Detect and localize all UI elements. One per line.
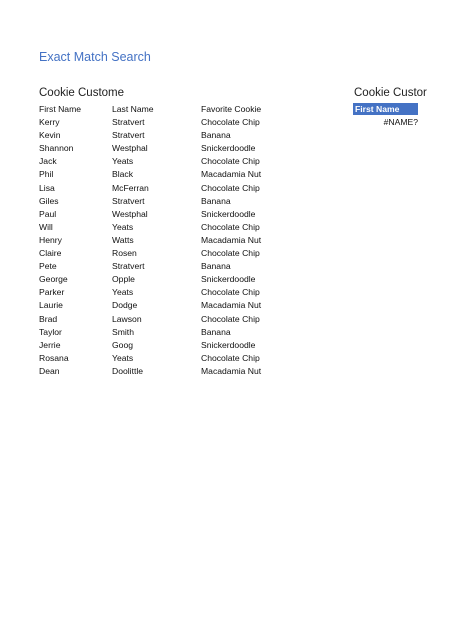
- first-name-cell: Henry: [39, 234, 62, 245]
- last-name-cell: Stratvert: [112, 117, 145, 128]
- first-name-cell: Kerry: [39, 117, 60, 128]
- first-name-cell: George: [39, 274, 68, 285]
- favorite-cookie-cell: Macadamia Nut: [201, 365, 262, 376]
- favorite-cookie-cell: Snickerdoodle: [201, 208, 256, 219]
- favorite-cookie-cell: Snickerdoodle: [201, 274, 256, 285]
- favorite-cookie-cell: Chocolate Chip: [201, 248, 260, 259]
- last-name-cell: Yeats: [112, 221, 134, 232]
- favorite-cookie-cell: Macadamia Nut: [201, 300, 262, 311]
- favorite-cookie-cell: Chocolate Chip: [201, 352, 260, 363]
- favorite-cookie-cell: Chocolate Chip: [201, 117, 260, 128]
- customers-heading: Cookie Custome: [39, 87, 125, 99]
- last-name-cell: Yeats: [112, 352, 134, 363]
- favorite-cookie-cell: Banana: [201, 195, 231, 206]
- last-name-cell: Yeats: [112, 287, 134, 298]
- lookup-result-cell[interactable]: #NAME?: [383, 117, 418, 127]
- last-name-cell: Stratvert: [112, 130, 145, 141]
- first-name-cell: Laurie: [39, 300, 63, 311]
- first-name-cell: Giles: [39, 195, 59, 206]
- last-name-cell: Watts: [112, 234, 134, 245]
- first-name-cell: Kevin: [39, 130, 61, 141]
- favorite-cookie-cell: Chocolate Chip: [201, 156, 260, 167]
- favorite-cookie-cell: Snickerdoodle: [201, 143, 256, 154]
- last-name-cell: Doolittle: [112, 365, 144, 376]
- favorite-cookie-cell: Macadamia Nut: [201, 234, 262, 245]
- last-name-cell: Opple: [112, 274, 135, 285]
- last-name-cell: Stratvert: [112, 261, 145, 272]
- first-name-cell: Dean: [39, 365, 60, 376]
- favorite-cookie-cell: Chocolate Chip: [201, 313, 260, 324]
- first-name-cell: Shannon: [39, 143, 74, 154]
- last-name-cell: Westphal: [112, 143, 148, 154]
- column-header-first-name: First Name: [39, 104, 82, 114]
- favorite-cookie-cell: Macadamia Nut: [201, 169, 262, 180]
- first-name-cell: Rosana: [39, 352, 69, 363]
- first-name-cell: Phil: [39, 169, 54, 180]
- lookup-first-name-label[interactable]: First Name: [353, 103, 418, 115]
- first-name-cell: Paul: [39, 208, 57, 219]
- first-name-cell: Pete: [39, 261, 57, 272]
- first-name-cell: Will: [39, 221, 53, 232]
- lookup-heading: Cookie Custor: [354, 87, 427, 99]
- last-name-cell: Black: [112, 169, 134, 180]
- favorite-cookie-cell: Chocolate Chip: [201, 287, 260, 298]
- last-name-cell: Smith: [112, 326, 134, 337]
- last-name-cell: Goog: [112, 339, 134, 350]
- last-name-cell: Westphal: [112, 208, 148, 219]
- last-name-cell: Dodge: [112, 300, 138, 311]
- first-name-cell: Taylor: [39, 326, 62, 337]
- last-name-cell: McFerran: [112, 182, 149, 193]
- favorite-cookie-cell: Banana: [201, 261, 231, 272]
- favorite-cookie-cell: Banana: [201, 326, 231, 337]
- first-name-cell: Jack: [39, 156, 57, 167]
- last-name-cell: Yeats: [112, 156, 134, 167]
- first-name-cell: Brad: [39, 313, 58, 324]
- last-name-cell: Lawson: [112, 313, 142, 324]
- favorite-cookie-cell: Chocolate Chip: [201, 182, 260, 193]
- first-name-cell: Lisa: [39, 182, 55, 193]
- page-title: Exact Match Search: [39, 50, 151, 64]
- last-name-cell: Rosen: [112, 248, 137, 259]
- column-header-favorite-cookie: Favorite Cookie: [201, 104, 262, 114]
- last-name-cell: Stratvert: [112, 195, 145, 206]
- first-name-cell: Parker: [39, 287, 65, 298]
- first-name-cell: Jerrie: [39, 339, 61, 350]
- favorite-cookie-cell: Chocolate Chip: [201, 221, 260, 232]
- favorite-cookie-cell: Snickerdoodle: [201, 339, 256, 350]
- first-name-cell: Claire: [39, 248, 62, 259]
- column-header-last-name: Last Name: [112, 104, 154, 114]
- favorite-cookie-cell: Banana: [201, 130, 231, 141]
